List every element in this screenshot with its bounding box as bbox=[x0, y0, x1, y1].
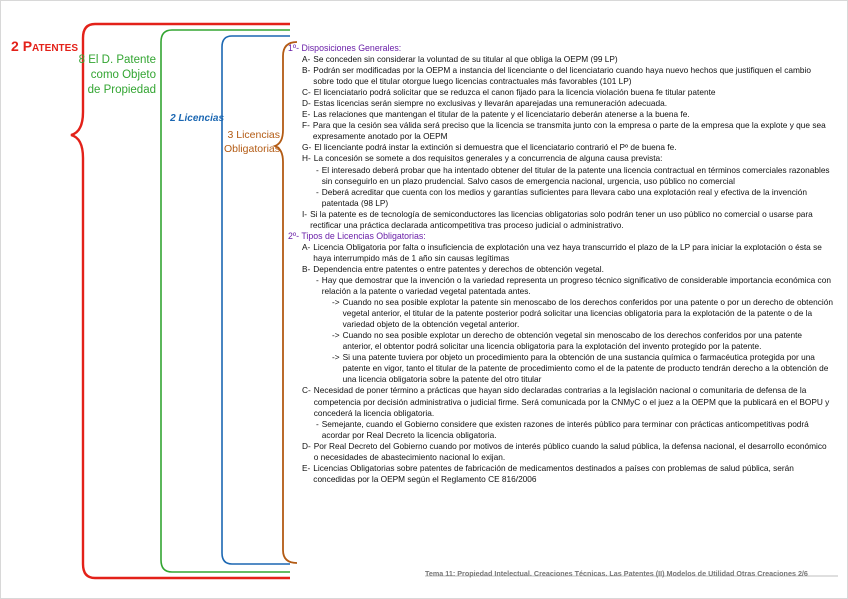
item-marker: - bbox=[316, 186, 319, 197]
outline-item bbox=[288, 463, 833, 485]
outline-item bbox=[288, 385, 833, 418]
item-marker: G- bbox=[302, 142, 312, 153]
item-text: El licenciante podrá instar la extinción si demuestra que el licenciatario contrarió el Pº de buena fe. bbox=[314, 142, 677, 153]
item-text: Se conceden sin considerar la voluntad de su titular al que obliga la OEPM (99 LP) bbox=[313, 54, 618, 65]
item-text: Las relaciones que mantengan el titular de la patente y el licenciatario deberán atenerse a la buena fe. bbox=[313, 109, 690, 120]
outline-item bbox=[288, 264, 833, 275]
outline-item bbox=[288, 419, 833, 441]
item-marker: A- bbox=[302, 241, 311, 252]
outline-item bbox=[288, 142, 833, 153]
outline-item bbox=[288, 352, 833, 385]
outline-item bbox=[288, 54, 833, 65]
item-text: Para que la cesión sea válida será preciso que la licencia se transmita junto con la empresa o parte de la empresa que la explote y que sea expresamente anotado por la OEPM bbox=[312, 120, 826, 142]
item-text: Estas licencias serán siempre no exclusivas y llevarán aparejadas una remuneración adecuada. bbox=[313, 98, 668, 109]
item-marker: - bbox=[316, 164, 319, 175]
item-marker: C- bbox=[302, 87, 311, 98]
title-level4: 3 Licencias Obligatorias bbox=[223, 129, 280, 155]
outline-item bbox=[288, 187, 833, 209]
item-text: Hay que demostrar que la invención o la variedad representa un progreso técnico significativo de considerable importancia económica con relación a la patente o variedad vegetal patentada antes. bbox=[321, 274, 831, 297]
item-text: Por Real Decreto del Gobierno cuando por motivos de interés público cuando la salud pública, la defensa nacional, el desarrollo económico o necesidades de abastecimiento nacional lo exijan. bbox=[313, 440, 827, 462]
outline-item bbox=[288, 65, 833, 87]
item-text: Si una patente tuviera por objeto un procedimiento para la obtención de una sustancia química o farmacéutica protegida por una patente en vigor, tanto el titular de la patente de procedimiento como el de la patente de producto tendrán derecho a la obtención de una licencia obligatoria sobre la patente del otro titular bbox=[342, 352, 829, 385]
item-text: Podrán ser modificadas por la OEPM a instancia del licenciante o del licenciatario cuando haya nuevo hechos que justifiquen el cambio sobre todo que el titular otorgue luego licencias contractuales más favorables (101 LP) bbox=[313, 65, 811, 87]
outline-item bbox=[288, 209, 833, 231]
item-marker: A- bbox=[302, 54, 311, 65]
outline-item bbox=[288, 297, 833, 330]
item-text: Necesidad de poner término a prácticas que hayan sido declaradas contrarias a la legislación nacional o comunitaria de defensa de la competencia por decisión administrativa o judicial firme. Será comunicada por la CNMyC o el juez a la OEPM que la publicará en el BOPU y concederá la licencia obligatoria. bbox=[313, 385, 830, 418]
outline-item bbox=[288, 242, 833, 264]
item-marker: D- bbox=[302, 98, 311, 109]
outline-item bbox=[288, 109, 833, 120]
item-marker: E- bbox=[302, 109, 311, 120]
item-text: El licenciatario podrá solicitar que se reduzca el canon fijado para la licencia violación buena fe titular patente bbox=[313, 87, 716, 98]
title-level2: 8 El D. Patente como Objeto de Propiedad bbox=[78, 54, 156, 96]
item-marker: B- bbox=[302, 263, 311, 274]
item-marker: - bbox=[316, 418, 319, 429]
item-marker: F- bbox=[302, 120, 310, 131]
item-marker: B- bbox=[302, 65, 311, 76]
outline-item bbox=[288, 330, 833, 352]
outline-item bbox=[288, 98, 833, 109]
item-marker: H- bbox=[302, 153, 311, 164]
outline-item bbox=[288, 275, 833, 297]
item-marker: -> bbox=[332, 352, 340, 363]
title-level3: 2 Licencias bbox=[170, 113, 224, 124]
item-marker: - bbox=[316, 274, 319, 285]
item-text: Dependencia entre patentes o entre patentes y derechos de obtención vegetal. bbox=[313, 263, 604, 274]
title-level1: 2 Patentes bbox=[11, 38, 78, 54]
outline-content bbox=[288, 43, 833, 485]
section-heading: 1º- Disposiciones Generales: bbox=[288, 43, 402, 53]
item-text: Cuando no sea posible explotar la patente sin menoscabo de los derechos conferidos por una patente o por un derecho de obtención vegetal anterior, el titular de la patente posterior podrá solicitar una licencias obligatoria para la explotación de la patente o de la variedad objeto de la obtención vegetal anterior. bbox=[342, 297, 833, 330]
item-text: Semejante, cuando el Gobierno considere que existen razones de interés público para terminar con prácticas anticompetitivas podrá acordar por Real Decreto la licencia obligatoria. bbox=[321, 418, 809, 440]
item-marker: -> bbox=[332, 297, 340, 308]
item-text: La concesión se somete a dos requisitos generales y a concurrencia de alguna causa prevista: bbox=[313, 153, 663, 164]
page-footer: Tema 11: Propiedad Intelectual. Creaciones Técnicas. Las Patentes (II) Modelos de Utilidad Otras Creaciones 2/6 bbox=[425, 569, 808, 578]
item-marker: -> bbox=[332, 330, 340, 341]
item-text: Si la patente es de tecnología de semiconductores las licencias obligatorias solo podrán tener un uso público no comercial o usarse para rectificar una práctica declarada anticompetitiva tras proceso judicial o administrativo. bbox=[310, 208, 813, 230]
outline-item bbox=[288, 165, 833, 187]
item-marker: E- bbox=[302, 462, 311, 473]
item-text: Licencias Obligatorias sobre patentes de fabricación de medicamentos destinados a países con problemas de salud pública, serán concedidas por la OEPM según el Reglamento CE 816/2006 bbox=[313, 462, 794, 484]
item-marker: D- bbox=[302, 440, 311, 451]
item-text: Licencia Obligatoria por falta o insuficiencia de explotación una vez haya transcurrido el plazo de la LP para iniciar la explotación o ésta se haya interrumpido más de 1 año sin causas legítimas bbox=[313, 241, 822, 263]
item-text: El interesado deberá probar que ha intentado obtener del titular de la patente una licencia contractual en términos comerciales razonables sin conseguirlo en un plazo prudencial. Salvo casos de emergencia nacional, urgencia, uso público no comercial bbox=[321, 164, 830, 186]
outline-item bbox=[288, 441, 833, 463]
outline-item bbox=[288, 87, 833, 98]
item-marker: C- bbox=[302, 385, 311, 396]
section-heading: 2º- Tipos de Licencias Obligatorias: bbox=[288, 230, 426, 241]
outline-item bbox=[288, 120, 833, 142]
outline-item bbox=[288, 153, 833, 164]
item-marker: I- bbox=[302, 208, 308, 219]
item-text: Deberá acreditar que cuenta con los medios y garantías suficientes para llevara cabo una explotación real y efectiva de la invención patentada (98 LP) bbox=[321, 186, 807, 208]
item-text: Cuando no sea posible explotar un derecho de obtención vegetal sin menoscabo de los derechos conferidos por una patente anterior, el obtentor podrá solicitar una licencia obligatoria para la explotación del invento protegido por la patente. bbox=[342, 330, 803, 352]
